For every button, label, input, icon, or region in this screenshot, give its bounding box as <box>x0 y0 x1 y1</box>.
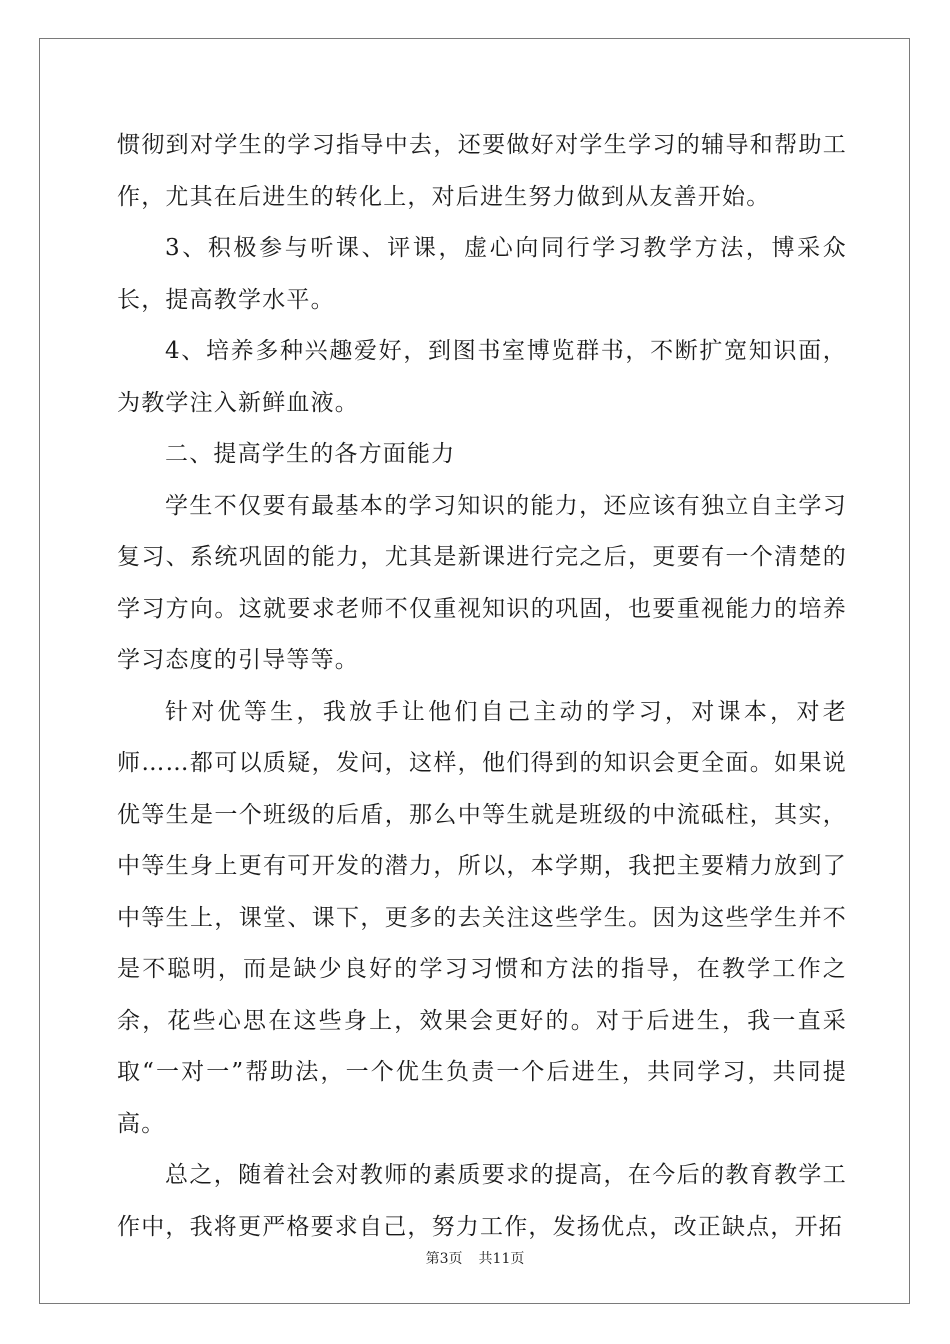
paragraph: 学生不仅要有最基本的学习知识的能力，还应该有独立自主学习复习、系统巩固的能力，尤其是新课进行完之后，更要有一个清楚的学习方向。这就要求老师不仅重视知识的巩固，也要重视能力的培养学习态度的引导等等。 <box>117 492 847 673</box>
section-heading: 二、提高学生的各方面能力 <box>165 441 456 467</box>
paragraph: 针对优等生，我放手让他们自己主动的学习，对课本，对老师……都可以质疑，发问，这样，他们得到的知识会更全面。如果说优等生是一个班级的后盾，那么中等生就是班级的中流砥柱，其实，中等生身上更有可开发的潜力，所以，本学期，我把主要精力放到了中等生上，课堂、课下，更多的去关注这些学生。因为这些学生并不是不聪明，而是缺少良好的学习习惯和方法的指导，在教学工作之余，花些心思在这些身上，效果会更好的。对于后进生，我一直采取“一对一”帮助法，一个优生负责一个后进生，共同学习，共同提高。 <box>117 698 847 1137</box>
document-body <box>117 120 847 1253</box>
paragraph: 3、积极参与听课、评课，虚心向同行学习教学方法，博采众长，提高教学水平。 <box>117 235 847 313</box>
paragraph: 惯彻到对学生的学习指导中去，还要做好对学生学习的辅导和帮助工作，尤其在后进生的转化上，对后进生努力做到从友善开始。 <box>117 132 847 210</box>
page-footer <box>0 1248 950 1268</box>
paragraph: 4、培养多种兴趣爱好，到图书室博览群书，不断扩宽知识面，为教学注入新鲜血液。 <box>117 338 847 416</box>
page-number: 第3页 <box>425 1251 463 1267</box>
paragraph: 总之，随着社会对教师的素质要求的提高，在今后的教育教学工作中，我将更严格要求自己，努力工作，发扬优点，改正缺点，开拓 <box>117 1162 847 1240</box>
page-total: 共11页 <box>478 1251 525 1267</box>
